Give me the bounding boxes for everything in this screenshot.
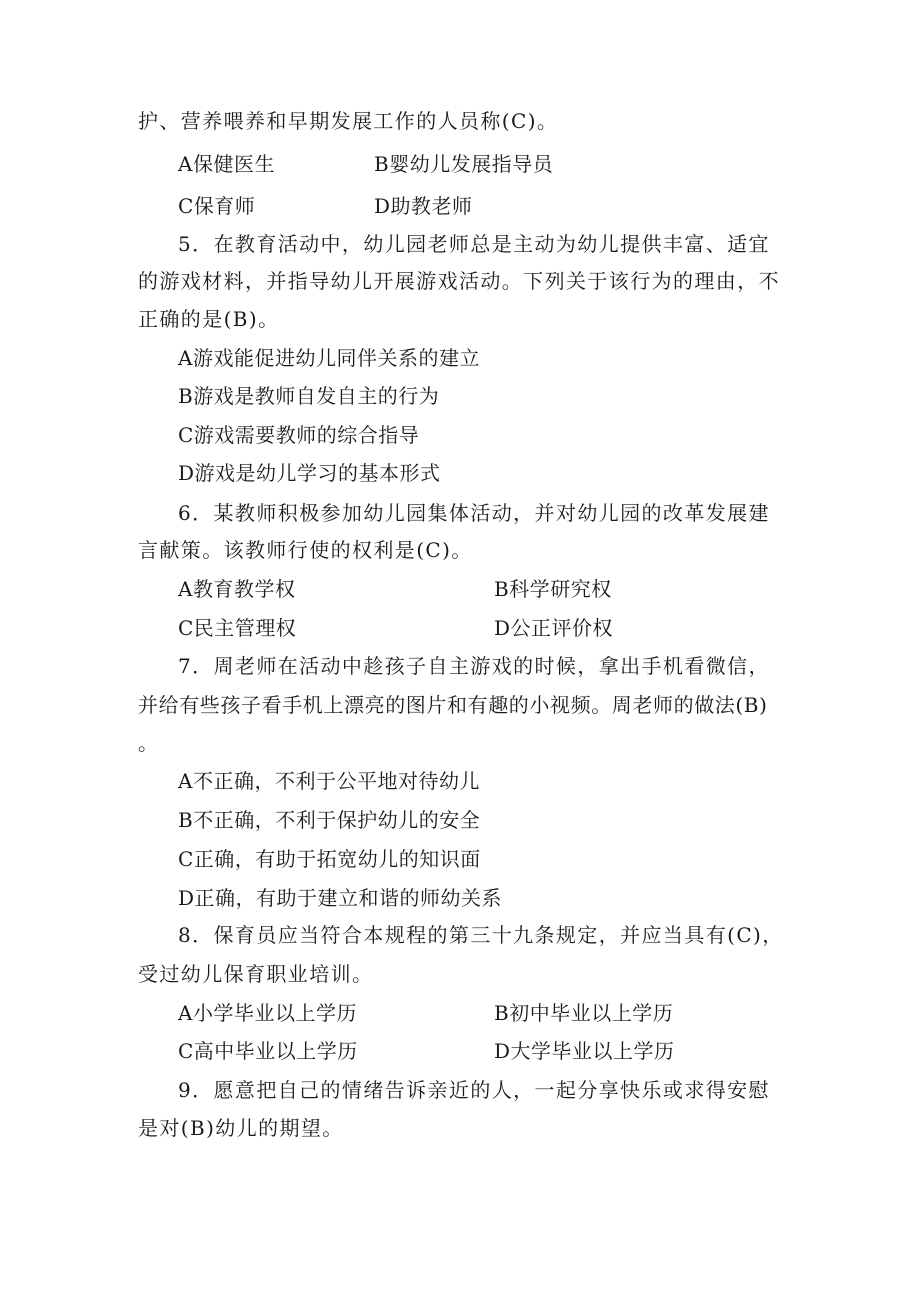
q9-stem-line1: 9．愿意把自己的情绪告诉亲近的人，一起分享快乐或求得安慰 xyxy=(178,1078,770,1102)
q4-option-d: D助教老师 xyxy=(374,194,473,218)
q8-stem-line1: 8．保育员应当符合本规程的第三十九条规定，并应当具有(C)， xyxy=(178,923,784,947)
q5-option-d: D游戏是幼儿学习的基本形式 xyxy=(178,461,441,485)
q7-stem-line2: 并给有些孩子看手机上漂亮的图片和有趣的小视频。周老师的做法(B) xyxy=(138,693,768,717)
q5-option-a: A游戏能促进幼儿同伴关系的建立 xyxy=(178,346,480,370)
q6-stem-line2: 言献策。该教师行使的权利是(C)。 xyxy=(138,538,473,562)
q5-option-c: C游戏需要教师的综合指导 xyxy=(178,423,420,447)
q6-option-c: C民主管理权 xyxy=(178,616,297,640)
q8-stem-line2: 受过幼儿保育职业培训。 xyxy=(138,962,374,986)
q8-option-c: C高中毕业以上学历 xyxy=(178,1039,358,1063)
q4-stem-continued: 护、营养喂养和早期发展工作的人员称(C)。 xyxy=(138,109,559,133)
q6-option-a: A教育教学权 xyxy=(178,577,296,601)
q8-option-b: B初中毕业以上学历 xyxy=(494,1001,674,1025)
q5-stem-line1: 5．在教育活动中，幼儿园老师总是主动为幼儿提供丰富、适宜 xyxy=(178,232,770,256)
q7-option-c: C正确，有助于拓宽幼儿的知识面 xyxy=(178,847,481,871)
q4-option-b: B婴幼儿发展指导员 xyxy=(374,152,554,176)
q6-option-d: D公正评价权 xyxy=(494,616,614,640)
q5-option-b: B游戏是教师自发自主的行为 xyxy=(178,384,440,408)
q8-option-d: D大学毕业以上学历 xyxy=(494,1039,675,1063)
q7-stem-line1: 7．周老师在活动中趁孩子自主游戏的时候，拿出手机看微信， xyxy=(178,654,770,678)
q4-option-c: C保育师 xyxy=(178,194,256,218)
q7-stem-line3: 。 xyxy=(138,731,160,755)
q5-stem-line3: 正确的是(B)。 xyxy=(138,307,280,331)
q7-option-a: A不正确，不利于公平地对待幼儿 xyxy=(178,769,480,793)
q9-stem-line2: 是对(B)幼儿的期望。 xyxy=(138,1116,344,1140)
q7-option-d: D正确，有助于建立和谐的师幼关系 xyxy=(178,886,503,910)
q8-option-a: A小学毕业以上学历 xyxy=(178,1001,357,1025)
q4-option-a: A保健医生 xyxy=(178,152,275,176)
q6-stem-line1: 6．某教师积极参加幼儿园集体活动，并对幼儿园的改革发展建 xyxy=(178,501,770,525)
q6-option-b: B科学研究权 xyxy=(494,577,612,601)
q7-option-b: B不正确，不利于保护幼儿的安全 xyxy=(178,808,481,832)
q5-stem-line2: 的游戏材料，并指导幼儿开展游戏活动。下列关于该行为的理由，不 xyxy=(138,269,780,293)
